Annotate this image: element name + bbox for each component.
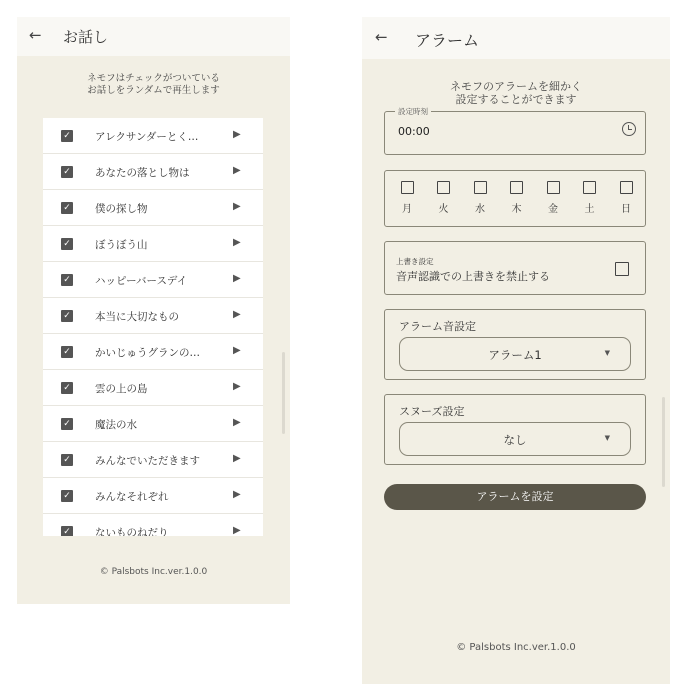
- story-row[interactable]: [43, 370, 263, 406]
- snooze-label: スヌーズ設定: [399, 405, 465, 418]
- weekday-checkbox[interactable]: [583, 181, 596, 194]
- weekday-label: 土: [584, 204, 595, 215]
- checkbox-checked-icon[interactable]: ✓: [61, 382, 73, 394]
- caret-down-icon: ▼: [604, 434, 610, 442]
- checkbox-checked-icon[interactable]: ✓: [61, 166, 73, 178]
- time-field-legend: 設定時刻: [395, 106, 431, 117]
- story-row[interactable]: [43, 334, 263, 370]
- story-title: ないものねだり: [95, 527, 169, 536]
- override-text: 音声認識での上書きを禁止する: [396, 270, 550, 283]
- story-row[interactable]: [43, 478, 263, 514]
- weekday-option[interactable]: [470, 181, 490, 215]
- weekday-checkbox[interactable]: [437, 181, 450, 194]
- story-title: みんなでいただきます: [95, 455, 200, 467]
- play-icon[interactable]: ▶: [233, 345, 241, 356]
- override-setting[interactable]: [384, 241, 646, 295]
- alarm-sound-dropdown[interactable]: [399, 337, 631, 371]
- weekday-label: 日: [621, 204, 631, 215]
- weekday-option[interactable]: [507, 181, 527, 215]
- weekday-label: 月: [402, 204, 412, 215]
- snooze-section: [384, 394, 646, 465]
- weekday-checkbox[interactable]: [547, 181, 560, 194]
- description-line: お話しをランダムで再生します: [87, 85, 220, 96]
- play-icon[interactable]: ▶: [233, 309, 241, 320]
- story-row[interactable]: [43, 226, 263, 262]
- play-icon[interactable]: ▶: [233, 165, 241, 176]
- story-row[interactable]: [43, 298, 263, 334]
- weekday-label: 水: [475, 204, 485, 215]
- story-row[interactable]: [43, 442, 263, 478]
- weekday-option[interactable]: [434, 181, 454, 215]
- back-arrow-icon[interactable]: ←: [375, 28, 388, 46]
- story-row[interactable]: [43, 262, 263, 298]
- weekday-label: 金: [548, 204, 558, 215]
- story-screen: [17, 17, 290, 604]
- weekday-option[interactable]: [580, 181, 600, 215]
- play-icon[interactable]: ▶: [233, 489, 241, 500]
- checkbox-checked-icon[interactable]: ✓: [61, 238, 73, 250]
- weekday-label: 木: [511, 204, 522, 215]
- scrollbar[interactable]: [662, 397, 665, 487]
- snooze-value: なし: [503, 433, 527, 447]
- weekday-option[interactable]: [397, 181, 417, 215]
- play-icon[interactable]: ▶: [233, 417, 241, 428]
- override-title: 上書き設定: [396, 257, 434, 266]
- weekday-checkbox[interactable]: [510, 181, 523, 194]
- footer-copyright: © Palsbots Inc.ver.1.0.0: [99, 567, 208, 577]
- override-checkbox[interactable]: [615, 262, 629, 276]
- story-title: ぼうぼう山: [95, 239, 148, 251]
- story-title: 雲の上の島: [95, 383, 148, 395]
- footer-copyright: © Palsbots Inc.ver.1.0.0: [456, 642, 576, 653]
- checkbox-checked-icon[interactable]: ✓: [61, 130, 73, 142]
- play-icon[interactable]: ▶: [233, 201, 241, 212]
- story-row[interactable]: [43, 190, 263, 226]
- weekday-option[interactable]: [543, 181, 563, 215]
- description-line: ネモフはチェックがついている: [87, 73, 220, 84]
- checkbox-checked-icon[interactable]: ✓: [61, 310, 73, 322]
- story-title: みんなそれぞれ: [95, 491, 169, 503]
- story-title: 僕の探し物: [95, 203, 148, 215]
- snooze-dropdown[interactable]: [399, 422, 631, 456]
- story-row[interactable]: [43, 118, 263, 154]
- story-title: あなたの落とし物は: [95, 167, 190, 179]
- weekday-label: 火: [438, 204, 449, 215]
- play-icon[interactable]: ▶: [233, 381, 241, 392]
- description: [362, 80, 670, 106]
- checkbox-checked-icon[interactable]: ✓: [61, 454, 73, 466]
- story-title: 本当に大切なもの: [95, 311, 179, 323]
- story-title: アレクサンダーとく…: [95, 131, 199, 143]
- alarm-sound-label: アラーム音設定: [399, 320, 476, 333]
- story-title: 魔法の水: [95, 419, 137, 431]
- weekday-option[interactable]: [616, 181, 636, 215]
- alarm-sound-value: アラーム1: [488, 348, 542, 362]
- set-alarm-button[interactable]: アラームを設定: [384, 484, 646, 510]
- clock-icon[interactable]: [622, 122, 636, 136]
- play-icon[interactable]: ▶: [233, 273, 241, 284]
- scrollbar[interactable]: [282, 352, 285, 434]
- checkbox-checked-icon[interactable]: ✓: [61, 418, 73, 430]
- weekday-selector: [384, 170, 646, 227]
- alarm-screen: [362, 17, 670, 684]
- checkbox-checked-icon[interactable]: ✓: [61, 490, 73, 502]
- alarm-sound-section: [384, 309, 646, 380]
- page-title: お話し: [63, 28, 109, 46]
- checkbox-checked-icon[interactable]: ✓: [61, 526, 73, 536]
- page-title: アラーム: [415, 31, 480, 50]
- caret-down-icon: ▼: [604, 349, 610, 357]
- play-icon[interactable]: ▶: [233, 525, 241, 536]
- app-bar: [17, 17, 290, 56]
- play-icon[interactable]: ▶: [233, 129, 241, 140]
- checkbox-checked-icon[interactable]: ✓: [61, 274, 73, 286]
- story-row[interactable]: [43, 514, 263, 536]
- description-line: 設定することができます: [455, 93, 577, 106]
- back-arrow-icon[interactable]: ←: [29, 26, 42, 44]
- play-icon[interactable]: ▶: [233, 237, 241, 248]
- weekday-checkbox[interactable]: [474, 181, 487, 194]
- play-icon[interactable]: ▶: [233, 453, 241, 464]
- time-value: 00:00: [398, 125, 430, 138]
- story-row[interactable]: [43, 406, 263, 442]
- checkbox-checked-icon[interactable]: ✓: [61, 346, 73, 358]
- story-title: ハッピーバースデイ: [95, 275, 188, 287]
- app-bar: [362, 17, 670, 59]
- time-field[interactable]: [384, 107, 646, 155]
- story-list[interactable]: [43, 118, 263, 536]
- weekday-checkbox[interactable]: [620, 181, 633, 194]
- checkbox-checked-icon[interactable]: ✓: [61, 202, 73, 214]
- story-row[interactable]: [43, 154, 263, 190]
- story-title: かいじゅうグランの…: [95, 347, 200, 359]
- description: [17, 73, 290, 97]
- description-line: ネモフのアラームを細かく: [450, 80, 582, 93]
- weekday-checkbox[interactable]: [401, 181, 414, 194]
